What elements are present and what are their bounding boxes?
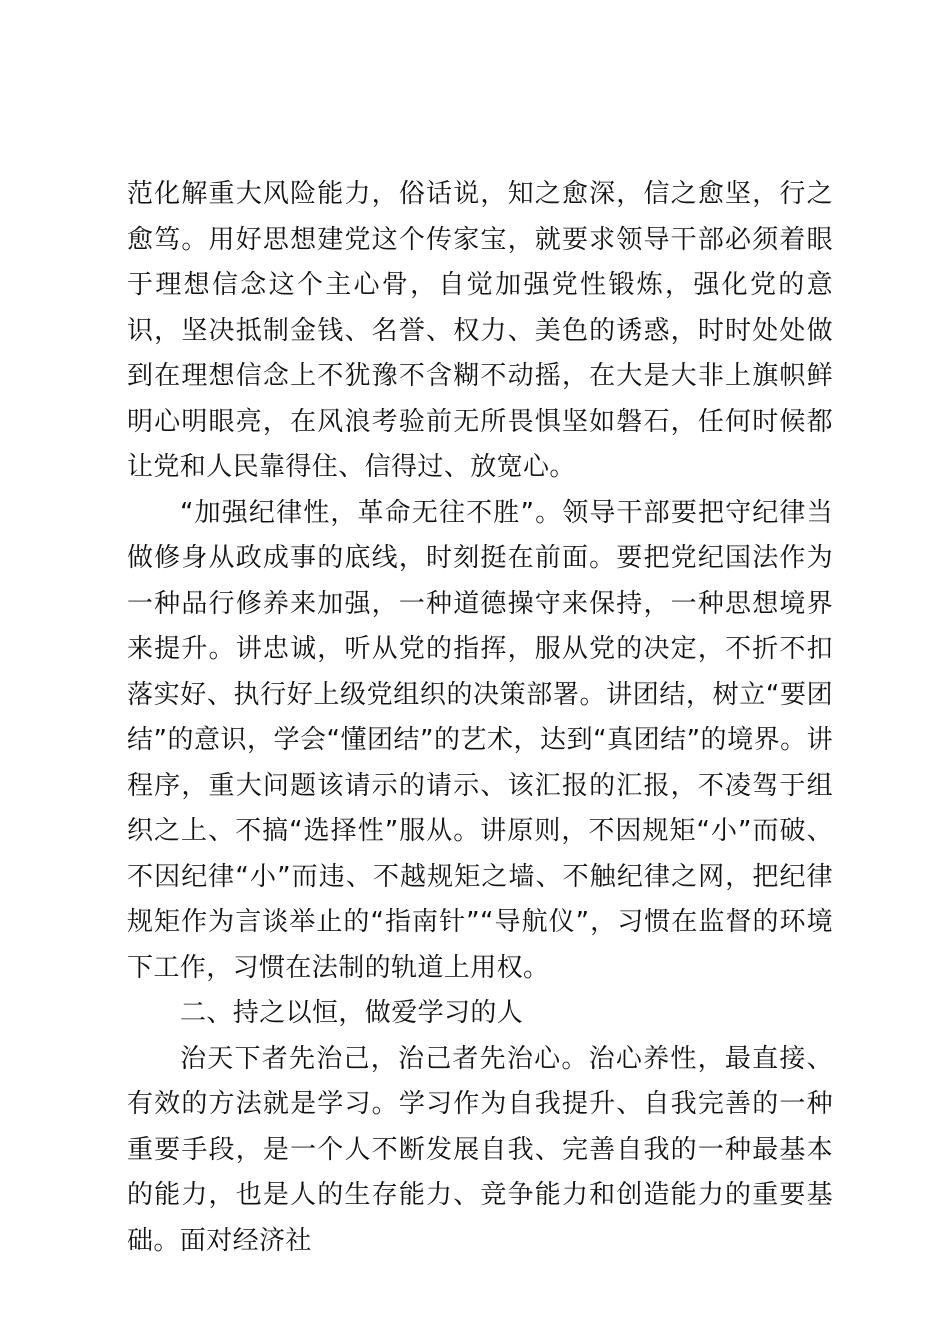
paragraph-learning: 治天下者先治己，治己者先治心。治心养性，最直接、有效的方法就是学习。学习作为自我提升、自我完善的一种重要手段，是一个人不断发展自我、完善自我的一种最基本的能力，也是人的生存能力、竞争能力和创造能力的重要基础。面对经济社 [127,1043,833,1256]
section-heading: 二、持之以恒，做爱学习的人 [180,998,524,1028]
paragraph-discipline: “加强纪律性，革命无往不胜”。领导干部要把守纪律当做修身从政成事的底线，时刻挺在前面。要把党纪国法作为一种品行修养来加强，一种道德操守来保持，一种思想境界来提升。讲忠诚，听从党的指挥，服从党的决定，不折不扣落实好、执行好上级党组织的决策部署。讲团结，树立“要团结”的意识，学会“懂团结”的艺术，达到“真团结”的境界。讲程序，重大问题该请示的请示、该汇报的汇报，不凌驾于组织之上、不搞“选择性”服从。讲原则，不因规矩“小”而破、不因纪律“小”而违、不越规矩之墙、不触纪律之网，把纪律规矩作为言谈举止的“指南针”“导航仪”，习惯在监督的环境下工作，习惯在法制的轨道上用权。 [127,497,833,983]
paragraph-continued: 范化解重大风险能力，俗话说，知之愈深，信之愈坚，行之愈笃。用好思想建党这个传家宝，就要求领导干部必须着眼于理想信念这个主心骨，自觉加强党性锻炼，强化党的意识，坚决抵制金钱、名誉、权力、美色的诱惑，时时处处做到在理想信念上不犹豫不含糊不动摇，在大是大非上旗帜鲜明心明眼亮，在风浪考验前无所畏惧坚如磐石，任何时候都让党和人民靠得住、信得过、放宽心。 [127,179,833,482]
document-body [127,172,833,1264]
